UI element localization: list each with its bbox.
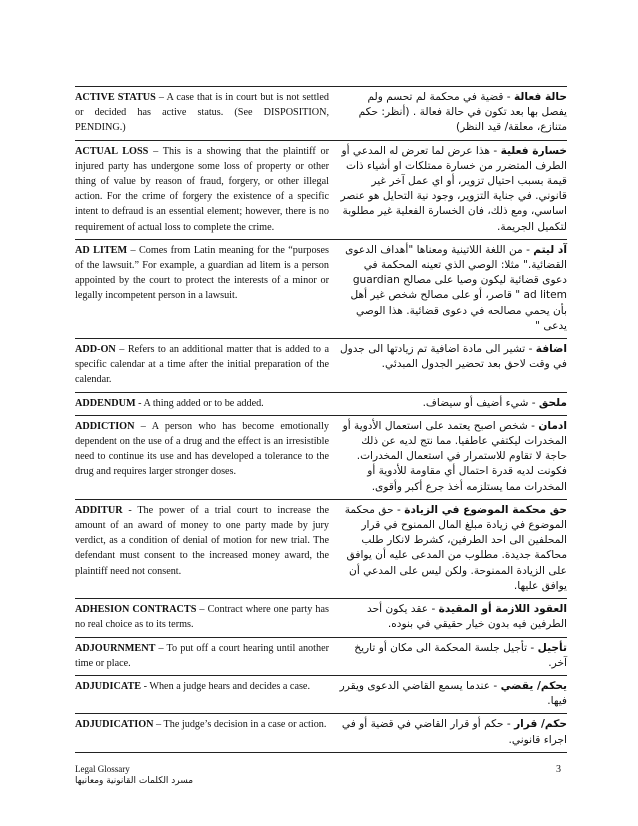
english-definition-cell	[75, 500, 333, 598]
english-definition: – A person who has become emotionally dependent on the use of a drug and the effect is an irresistible need to continue its use and has developed a tolerance to the drug and requires larger stronger doses.	[75, 420, 329, 478]
english-definition-cell	[75, 714, 333, 751]
arabic-definition: - شخص اصبح يعتمد على استعمال الأدوية أو المخدرات ليكتفي عاطفيا. مما نتج لديه عن ذلك حاجة لا تقاوم للاستمرار في استعمال المخدرات. فكونت لديه قدرة احتمال أي مقاومة للأدوية أو المخدرات مما يستلزمه أخذ جرع أكبر وأقوى.	[342, 419, 567, 493]
english-definition: – The judge’s decision in a case or action.	[153, 719, 327, 731]
arabic-definition-cell	[333, 599, 567, 636]
arabic-definition-cell	[333, 393, 567, 415]
glossary-row	[75, 415, 567, 499]
english-definition-cell	[75, 240, 333, 338]
arabic-definition: - قضية في محكمة لم تحسم ولم يفصل بها بعد تكون في حالة فعالة . (أنظر: حكم متنازع، معلقة/ قيد النظر)	[358, 91, 567, 134]
english-definition: - When a judge hears and decides a case.	[141, 680, 311, 692]
glossary-row	[75, 637, 567, 675]
glossary-row	[75, 392, 567, 415]
footer-title-en: Legal Glossary	[75, 764, 130, 774]
english-definition-cell	[75, 393, 333, 415]
glossary-row	[75, 338, 567, 392]
arabic-definition: - من اللغة اللاتينية ومعناها "أهداف الدعوى القضائية." مثلا: الوصي الذي تعينه المحكمة في دعوى قضائية ليكون وصيا على مصالح guardian ad litem " قاصر، أو على مصالح شخص غير أهل بأن يحمي مصالحه في دعوى قضائية. هذا الوصي يدعى "	[345, 243, 567, 332]
english-definition-cell	[75, 416, 333, 499]
english-definition: - A thing added or to be added.	[135, 397, 264, 409]
arabic-definition-cell	[333, 638, 567, 675]
english-term: ACTIVE STATUS	[75, 92, 156, 103]
arabic-definition-cell	[333, 240, 567, 338]
english-definition: – To put off a court hearing until another time or place.	[75, 642, 329, 669]
english-term: ACTUAL LOSS	[75, 145, 149, 157]
english-term: ADJUDICATE	[75, 680, 142, 692]
arabic-definition-cell	[333, 714, 567, 751]
english-definition: - The power of a trial court to increase the amount of an award of money to one party made by jury verdict, as a condition of denial of motion for new trial. The defendant must consent to the increased money award, the plaintiff need not consent.	[75, 504, 329, 577]
arabic-definition: - حكم أو قرار القاضي في قضية أو في اجراء قانوني.	[341, 718, 567, 746]
arabic-definition-cell	[333, 676, 567, 713]
arabic-definition-cell	[333, 141, 567, 239]
arabic-definition-cell	[333, 500, 567, 598]
arabic-definition: - عندما يسمع القاضي الدعوى ويقرر فيها.	[339, 679, 567, 708]
arabic-term: ادمان	[538, 419, 567, 432]
glossary-row	[75, 239, 567, 338]
arabic-definition-cell	[333, 339, 567, 392]
arabic-definition-cell	[333, 87, 567, 140]
arabic-definition: - هذا عرض لما تعرض له المدعي أو الطرف المتضرر من خسارة ممتلكات او أشياء ذات قيمة بسبب احتيال تزوير، أو اي عمل آخر غير قانوني. في جناية التزوير، وجود نية التحايل هو عنصر اساسي، ومع ذلك، فان الخسارة الفعلية غير مطلوبة لتكميل الجريمة.	[340, 144, 567, 233]
english-definition-cell	[75, 87, 333, 140]
english-definition: – A case that is in court but is not settled or decided has active status. (See DISPOSITION, PENDING.)	[75, 92, 329, 134]
arabic-definition-cell	[333, 416, 567, 499]
english-definition: – This is a showing that the plaintiff or injured party has undergone some loss of property or other thing of value by reason of fraud, forgery, or other illegal action. For the crime of forgery the existence of a specific intent to defraud is an essential element; however, there is no requirement of actual loss to complete the crime.	[75, 145, 329, 233]
english-term: AD LITEM	[75, 244, 128, 256]
arabic-term: حالة فعالة	[514, 91, 567, 103]
page-number: 3	[556, 764, 561, 775]
arabic-term: خسارة فعلية	[500, 144, 567, 157]
arabic-term: آد ليتم	[533, 243, 567, 256]
english-term: ADD-ON	[75, 344, 116, 356]
arabic-term: تأجيل	[537, 641, 567, 654]
english-definition-cell	[75, 676, 333, 713]
glossary-row	[75, 140, 567, 239]
english-definition-cell	[75, 339, 333, 392]
english-definition-cell	[75, 638, 333, 675]
glossary-row	[75, 86, 567, 140]
arabic-term: العقود اللازمة أو المقيدة	[438, 603, 567, 616]
english-term: ADDENDUM	[75, 397, 136, 409]
arabic-term: حكم/ قرار	[514, 718, 567, 731]
arabic-term: اضافة	[535, 343, 567, 356]
arabic-definition: - شيء أضيف أو سيضاف.	[422, 396, 539, 409]
glossary-row	[75, 675, 567, 713]
english-term: ADDITUR	[75, 504, 123, 516]
english-definition: – Contract where one party has no real choice as to its terms.	[75, 604, 330, 631]
arabic-term: ملحق	[538, 396, 567, 409]
footer-title-ar: مسرد الكلمات القانونية ومعانيها	[75, 776, 194, 786]
glossary-row	[75, 499, 567, 598]
english-term: ADJUDICATION	[75, 719, 154, 731]
english-term: ADDICTION	[75, 420, 135, 432]
english-definition-cell	[75, 141, 333, 239]
arabic-definition: - حق محكمة الموضوع في زيادة مبلغ المال الممنوح في قرار المحلفين الى احد الطرفين، كشرط لانكار طلب محاكمة جديدة. مطلوب من المدعى عليه أن يوافق على الزيادة الممنوحة. ولكن ليس على المدعي أن يوافق عليها.	[344, 503, 567, 592]
arabic-definition: - تشير الى مادة اضافية تم زيادتها الى جدول في وقت لاحق بعد تحضير الجدول المبدئي.	[339, 343, 567, 371]
english-definition: – Comes from Latin meaning for the “purposes of the lawsuit.” For example, a guardian ad litem is a person appointed by the court to protect the interests of a minor or legally incompetent person in a lawsuit.	[75, 244, 330, 302]
glossary-row	[75, 598, 567, 636]
glossary-row	[75, 713, 567, 752]
english-definition: – Refers to an additional matter that is added to a specific calendar at a time after the initial preparation of the calendar.	[75, 344, 329, 386]
arabic-term: حق محكمة الموضوع في الزيادة	[404, 503, 567, 516]
glossary-table	[75, 86, 567, 753]
english-term: ADJOURNMENT	[75, 642, 156, 654]
english-definition-cell	[75, 599, 333, 636]
arabic-definition: - تأجيل جلسة المحكمة الى مكان أو تاريخ آخر.	[354, 641, 567, 669]
arabic-definition: - عقد يكون أحد الطرفين فيه بدون خيار حقيقي في بنوده.	[367, 603, 567, 631]
english-term: ADHESION CONTRACTS	[75, 604, 197, 616]
arabic-term: يحكم/ يقضي	[500, 679, 567, 692]
